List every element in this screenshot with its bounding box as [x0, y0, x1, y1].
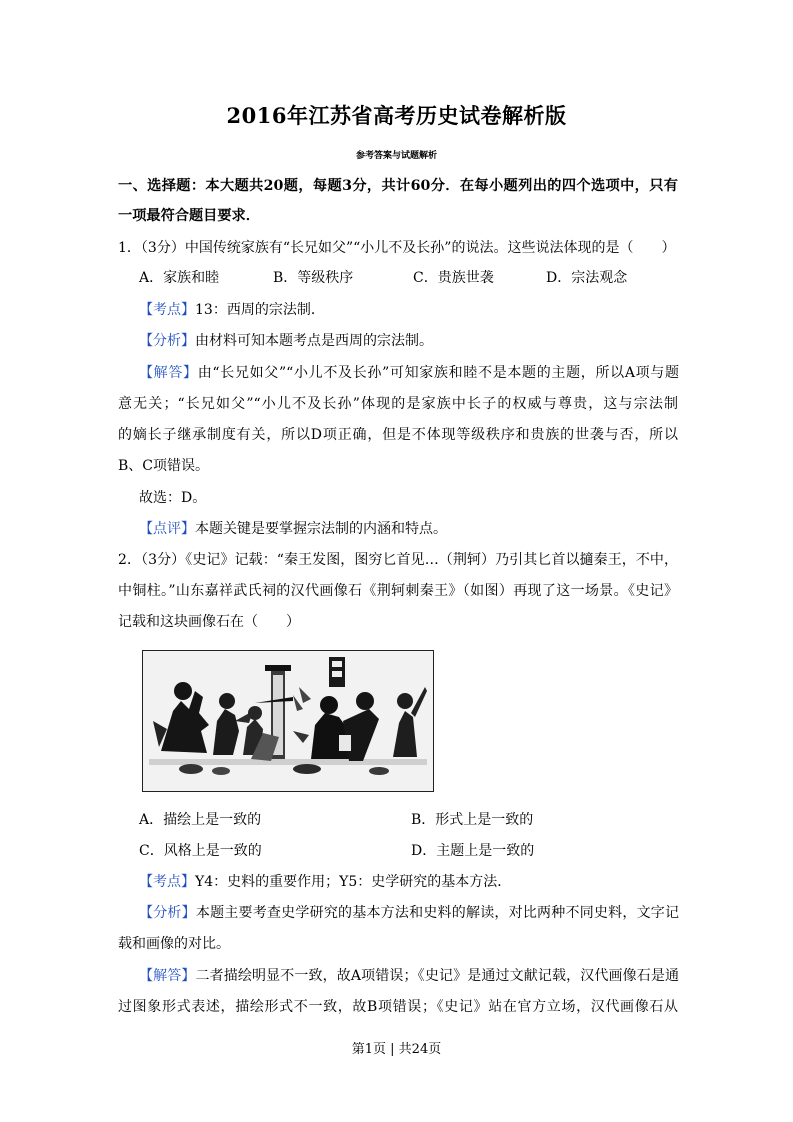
q1-option-c: C．贵族世袭: [413, 270, 494, 286]
document-title: 2016年江苏省高考历史试卷解析版: [226, 103, 567, 128]
document-subtitle: 参考答案与试题解析: [355, 151, 437, 161]
q2-jieda-line-2: 过图象形式表述，描绘形式不一致，故B项错误；《史记》站在官方立场，汉代画像石从: [118, 999, 678, 1015]
jieda-tag: 【解答】: [139, 365, 198, 381]
q1-jieda-line-4: B、C项错误。: [118, 458, 209, 474]
q2-option-c: C．风格上是一致的: [139, 843, 262, 859]
kaodian-tag: 【考点】: [139, 874, 195, 890]
q2-option-b: B．形式上是一致的: [411, 812, 534, 828]
q2-kaodian: 【考点】Y4：史料的重要作用；Y5：史学研究的基本方法．: [139, 874, 512, 890]
q2-stem-line-2: 中铜柱。”山东嘉祥武氏祠的汉代画像石《荆轲刺秦王》（如图）再现了这一场景。《史记》: [118, 583, 678, 599]
stone-relief-image: [142, 650, 434, 792]
fenxi-tag: 【分析】: [139, 905, 196, 921]
q2-stem-line-3: 记载和这块画像石在（ ）: [118, 614, 300, 630]
q1-option-b: B．等级秩序: [273, 270, 354, 286]
q2-fenxi-line-2: 载和画像的对比。: [118, 936, 230, 952]
page-footer: 第1页 | 共24页: [351, 1042, 442, 1057]
q1-dianping: 【点评】本题关键是要掌握宗法制的内涵和特点。: [139, 521, 447, 537]
q1-kaodian: 【考点】13：西周的宗法制．: [139, 302, 325, 318]
dianping-tag: 【点评】: [139, 521, 195, 537]
section-heading-line-2: 一项最符合题目要求．: [118, 208, 260, 224]
q1-option-a: A．家族和睦: [139, 270, 220, 286]
section-heading-line-1: 一、选择题：本大题共20题，每题3分，共计60分．在每小题列出的四个选项中，只有: [118, 178, 678, 194]
q2-fenxi-line-1: 【分析】本题主要考查史学研究的基本方法和史料的解读，对比两种不同史料，文字记: [139, 905, 679, 921]
q1-jieda-line-3: 的嫡长子继承制度有关，所以D项正确，但是不体现等级秩序和贵族的世袭与否，所以: [118, 427, 678, 443]
q2-option-d: D．主题上是一致的: [411, 843, 535, 859]
q2-jieda-line-1: 【解答】二者描绘明显不一致，故A项错误；《史记》是通过文献记载，汉代画像石是通: [139, 968, 679, 984]
stone-relief-illustration: [143, 651, 433, 791]
q1-jieda-line-2: 意无关；“长兄如父”“小儿不及长孙”体现的是家族中长子的权威与尊贵，这与宗法制: [118, 396, 678, 412]
q1-option-d: D．宗法观念: [546, 270, 628, 286]
q1-fenxi: 【分析】由材料可知本题考点是西周的宗法制。: [139, 333, 433, 349]
q1-stem: 1．（3分）中国传统家族有“长兄如父”“小儿不及长孙”的说法。这些说法体现的是（ ）: [118, 240, 676, 256]
q2-option-a: A．描绘上是一致的: [139, 812, 262, 828]
q1-answer: 故选：D。: [139, 490, 207, 506]
jieda-tag: 【解答】: [139, 968, 196, 984]
kaodian-tag: 【考点】: [139, 302, 195, 318]
fenxi-tag: 【分析】: [139, 333, 195, 349]
q1-jieda-line-1: 【解答】由“长兄如父”“小儿不及长孙”可知家族和睦不是本题的主题，所以A项与题: [139, 365, 679, 381]
q2-stem-line-1: 2．（3分）《史记》记载：“秦王发图，图穷匕首见…（荆轲）乃引其匕首以擿秦王，不中，: [118, 552, 678, 568]
